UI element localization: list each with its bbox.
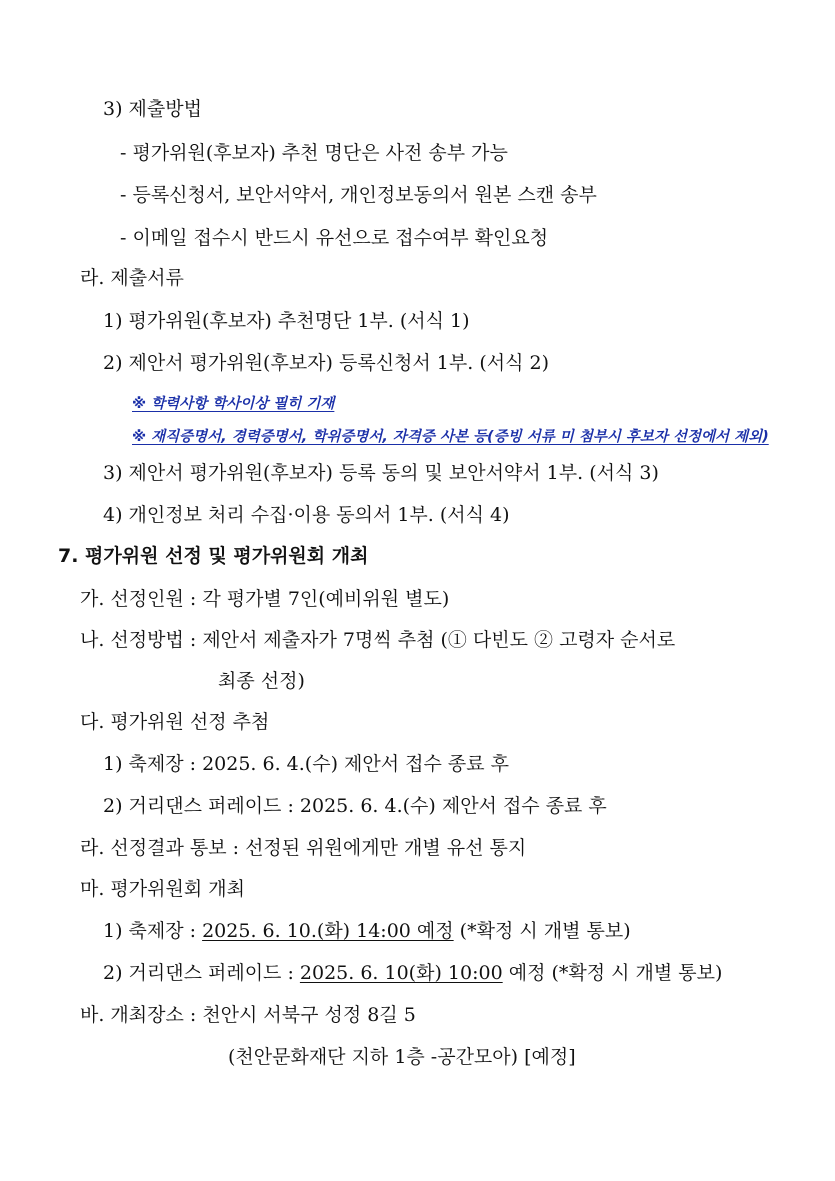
committee-parade [103, 961, 722, 985]
item-submission-method: 3) 제출방법 [103, 98, 202, 120]
note-certificates: ※ 재직증명서, 경력증명서, 학위증명서, 자격증 사본 등(증빙 서류 미 첨부시 후보자 선정에서 제외) [132, 429, 769, 445]
selection-draw: 다. 평가위원 선정 추첨 [80, 711, 270, 733]
doc-item-3: 3) 제안서 평가위원(후보자) 등록 동의 및 보안서약서 1부. (서식 3) [103, 462, 659, 484]
bullet-scan-send: - 등록신청서, 보안서약서, 개인정보동의서 원본 스캔 송부 [120, 184, 597, 206]
selection-method-cont: 최종 선정) [218, 670, 305, 692]
committee-parade-label: 2) 거리댄스 퍼레이드 : [103, 962, 300, 984]
draw-festival: 1) 축제장 : 2025. 6. 4.(수) 제안서 접수 종료 후 [103, 753, 509, 775]
committee-heading: 마. 평가위원회 개최 [80, 878, 245, 900]
bullet-list-send: - 평가위원(후보자) 추천 명단은 사전 송부 가능 [120, 142, 508, 164]
committee-festival-note: (*확정 시 개별 통보) [453, 920, 631, 942]
venue: 바. 개최장소 : 천안시 서북구 성정 8길 5 [80, 1004, 416, 1026]
committee-festival-date: 2025. 6. 10.(화) 14:00 예정 [202, 920, 454, 942]
bullet-email-confirm: - 이메일 접수시 반드시 유선으로 접수여부 확인요청 [120, 227, 549, 249]
selection-count: 가. 선정인원 : 각 평가별 7인(예비위원 별도) [80, 588, 450, 610]
venue-detail: (천안문화재단 지하 1층 -공간모아) [예정] [228, 1046, 576, 1068]
committee-festival [103, 919, 631, 943]
doc-item-1: 1) 평가위원(후보자) 추천명단 1부. (서식 1) [103, 310, 470, 332]
doc-item-4: 4) 개인정보 처리 수집·이용 동의서 1부. (서식 4) [103, 504, 510, 526]
note-education: ※ 학력사항 학사이상 필히 기재 [132, 396, 335, 412]
committee-parade-note: 예정 (*확정 시 개별 통보) [502, 962, 723, 984]
doc-item-2: 2) 제안서 평가위원(후보자) 등록신청서 1부. (서식 2) [103, 352, 549, 374]
result-notice: 라. 선정결과 통보 : 선정된 위원에게만 개별 유선 통지 [80, 837, 527, 859]
draw-parade: 2) 거리댄스 퍼레이드 : 2025. 6. 4.(수) 제안서 접수 종료 후 [103, 795, 607, 817]
heading-section-7: 7. 평가위원 선정 및 평가위원회 개최 [58, 545, 369, 567]
committee-parade-date: 2025. 6. 10(화) 10:00 [299, 962, 503, 984]
section-submission-docs: 라. 제출서류 [80, 267, 184, 289]
committee-festival-label: 1) 축제장 : [103, 920, 203, 942]
selection-method: 나. 선정방법 : 제안서 제출자가 7명씩 추첨 (① 다빈도 ② 고령자 순서로 [80, 629, 676, 651]
